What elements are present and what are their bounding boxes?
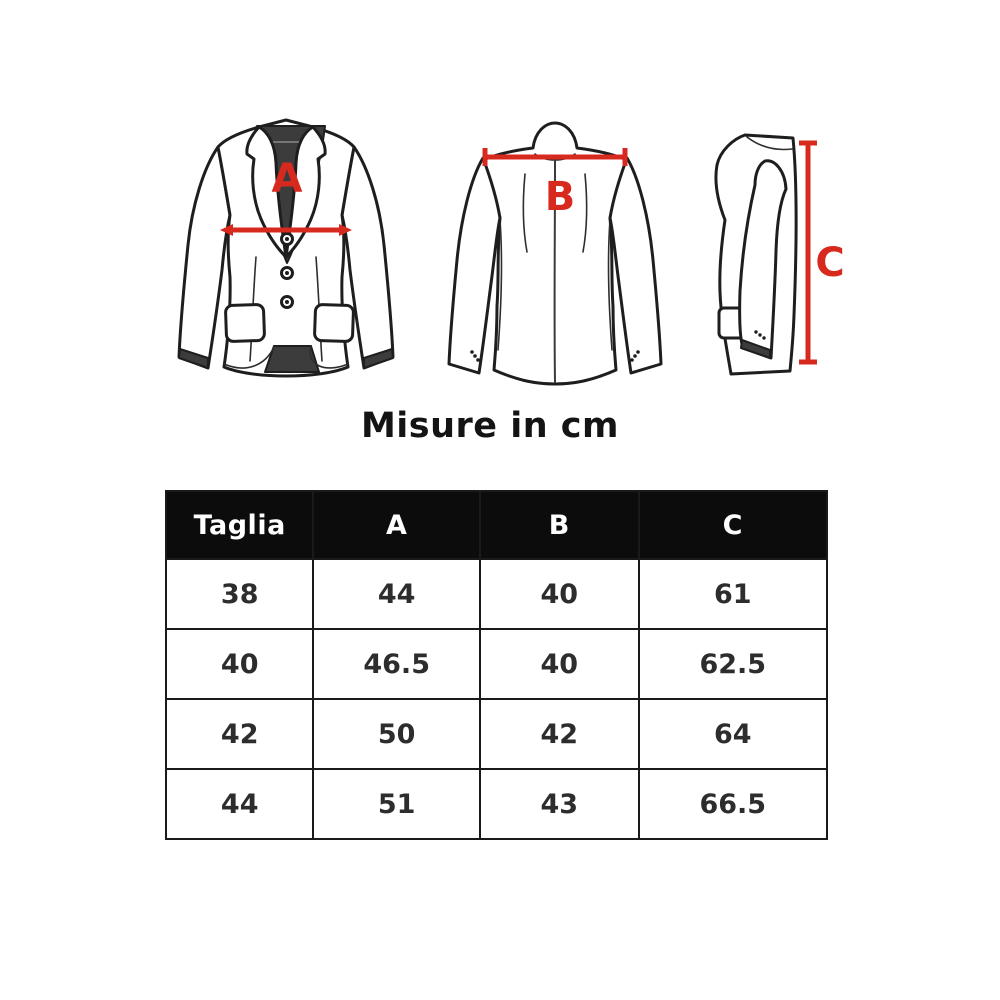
header-cell-a: A — [313, 491, 480, 559]
front-left-sleeve — [179, 147, 230, 368]
measure-label-b: B — [544, 174, 576, 220]
measure-line-c — [799, 143, 845, 362]
page-title: Misure in cm — [360, 406, 620, 446]
header-cell-c: C — [639, 491, 827, 559]
table-row-size-38 — [166, 559, 827, 629]
jacket-back-view-drawing — [437, 110, 687, 395]
header-cell-b: B — [480, 491, 639, 559]
cell-b: 40 — [480, 629, 639, 699]
cell-c: 62.5 — [639, 629, 827, 699]
table-row-size-44 — [166, 769, 827, 839]
cell-c: 66.5 — [639, 769, 827, 839]
cell-c: 64 — [639, 699, 827, 769]
cell-b: 40 — [480, 559, 639, 629]
back-left-sleeve — [449, 158, 500, 373]
cell-a: 51 — [313, 769, 480, 839]
front-pocket-left — [225, 304, 264, 341]
cell-c: 61 — [639, 559, 827, 629]
back-right-sleeve — [610, 158, 661, 373]
cell-a: 50 — [313, 699, 480, 769]
size-table — [165, 490, 828, 840]
cell-size: 40 — [166, 629, 313, 699]
front-pocket-right — [314, 304, 353, 341]
table-row-size-40 — [166, 629, 827, 699]
size-table-header-row — [166, 491, 827, 559]
jacket-back-art — [449, 123, 661, 384]
cell-a: 46.5 — [313, 629, 480, 699]
jacket-side-art — [716, 135, 796, 374]
header-cell-taglia: Taglia — [166, 491, 313, 559]
cell-size: 38 — [166, 559, 313, 629]
cell-b: 42 — [480, 699, 639, 769]
jacket-front-view-drawing — [160, 105, 405, 395]
measure-label-a: A — [271, 156, 303, 202]
front-buttons — [282, 234, 293, 308]
table-row-size-42 — [166, 699, 827, 769]
measure-label-c: C — [815, 240, 845, 286]
cell-size: 42 — [166, 699, 313, 769]
cell-a: 44 — [313, 559, 480, 629]
cell-size: 44 — [166, 769, 313, 839]
cell-b: 43 — [480, 769, 639, 839]
jacket-side-view-drawing — [695, 105, 870, 395]
